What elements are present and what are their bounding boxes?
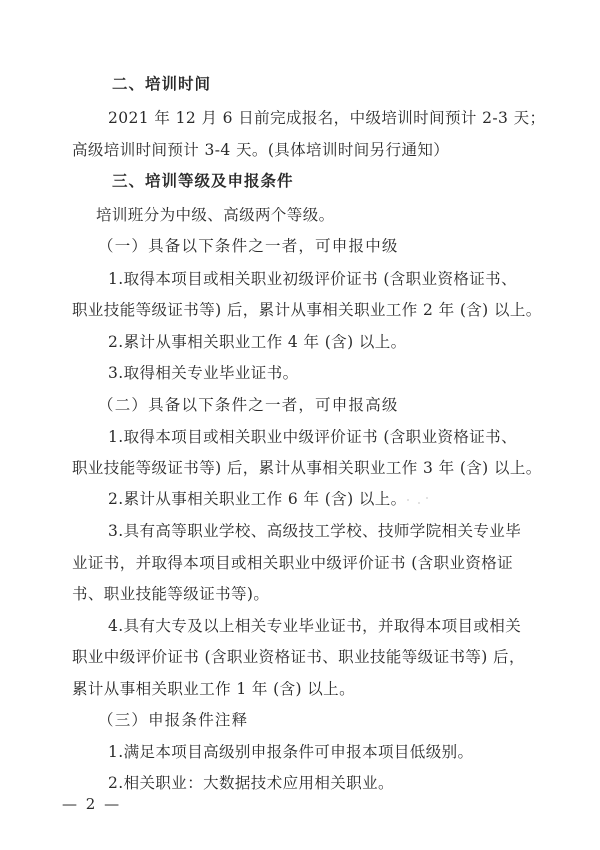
subsection-2-item-4-line-1: 4.具有大专及以上相关专业毕业证书，并取得本项目或相关	[108, 617, 522, 635]
subsection-3-item-2: 2.相关职业：大数据技术应用相关职业。	[108, 774, 394, 792]
section-2-paragraph-line-2: 高级培训时间预计 3-4 天。(具体培训时间另行通知）	[72, 141, 450, 159]
subsection-2-heading: （二）具备以下条件之一者，可申报高级	[98, 396, 399, 414]
subsection-1-item-2: 2.累计从事相关职业工作 4 年 (含) 以上。	[108, 333, 407, 351]
subsection-2-item-1-line-1: 1.取得本项目或相关职业中级评价证书 (含职业资格证书、	[108, 428, 517, 446]
subsection-3-heading: （三）申报条件注释	[98, 711, 249, 729]
subsection-1-item-3: 3.取得相关专业毕业证书。	[108, 364, 299, 382]
subsection-2-item-2: 2.累计从事相关职业工作 6 年 (含) 以上。	[108, 490, 407, 508]
subsection-1-item-1-line-1: 1.取得本项目或相关职业初级评价证书 (含职业资格证书、	[108, 270, 517, 288]
scan-speck	[418, 502, 420, 504]
section-2-paragraph-line-1: 2021 年 12 月 6 日前完成报名，中级培训时间预计 2-3 天；	[108, 109, 546, 127]
subsection-2-item-4-line-3: 累计从事相关职业工作 1 年 (含) 以上。	[72, 680, 355, 698]
subsection-2-item-3-line-2: 业证书，并取得本项目或相关职业中级评价证书 (含职业资格证	[72, 554, 514, 572]
subsection-1-heading: （一）具备以下条件之一者，可申报中级	[98, 237, 399, 255]
subsection-2-item-3-line-1: 3.具有高等职业学校、高级技工学校、技师学院相关专业毕	[108, 522, 522, 540]
scan-speck	[426, 497, 428, 499]
subsection-1-item-1-line-2: 职业技能等级证书等) 后，累计从事相关职业工作 2 年 (含) 以上。	[72, 301, 542, 319]
section-3-intro: 培训班分为中级、高级两个等级。	[96, 206, 335, 224]
section-2-heading: 二、培训时间	[112, 75, 212, 93]
subsection-2-item-4-line-2: 职业中级评价证书 (含职业资格证书、职业技能等级证书等) 后，	[72, 648, 525, 666]
subsection-2-item-1-line-2: 职业技能等级证书等) 后，累计从事相关职业工作 3 年 (含) 以上。	[72, 459, 542, 477]
section-3-heading: 三、培训等级及申报条件	[112, 172, 294, 190]
subsection-2-item-3-line-3: 书、职业技能等级证书等)。	[72, 585, 270, 603]
scan-speck	[407, 499, 409, 501]
subsection-3-item-1: 1.满足本项目高级别申报条件可申报本项目低级别。	[108, 743, 474, 761]
page-number: — 2 —	[62, 795, 122, 813]
